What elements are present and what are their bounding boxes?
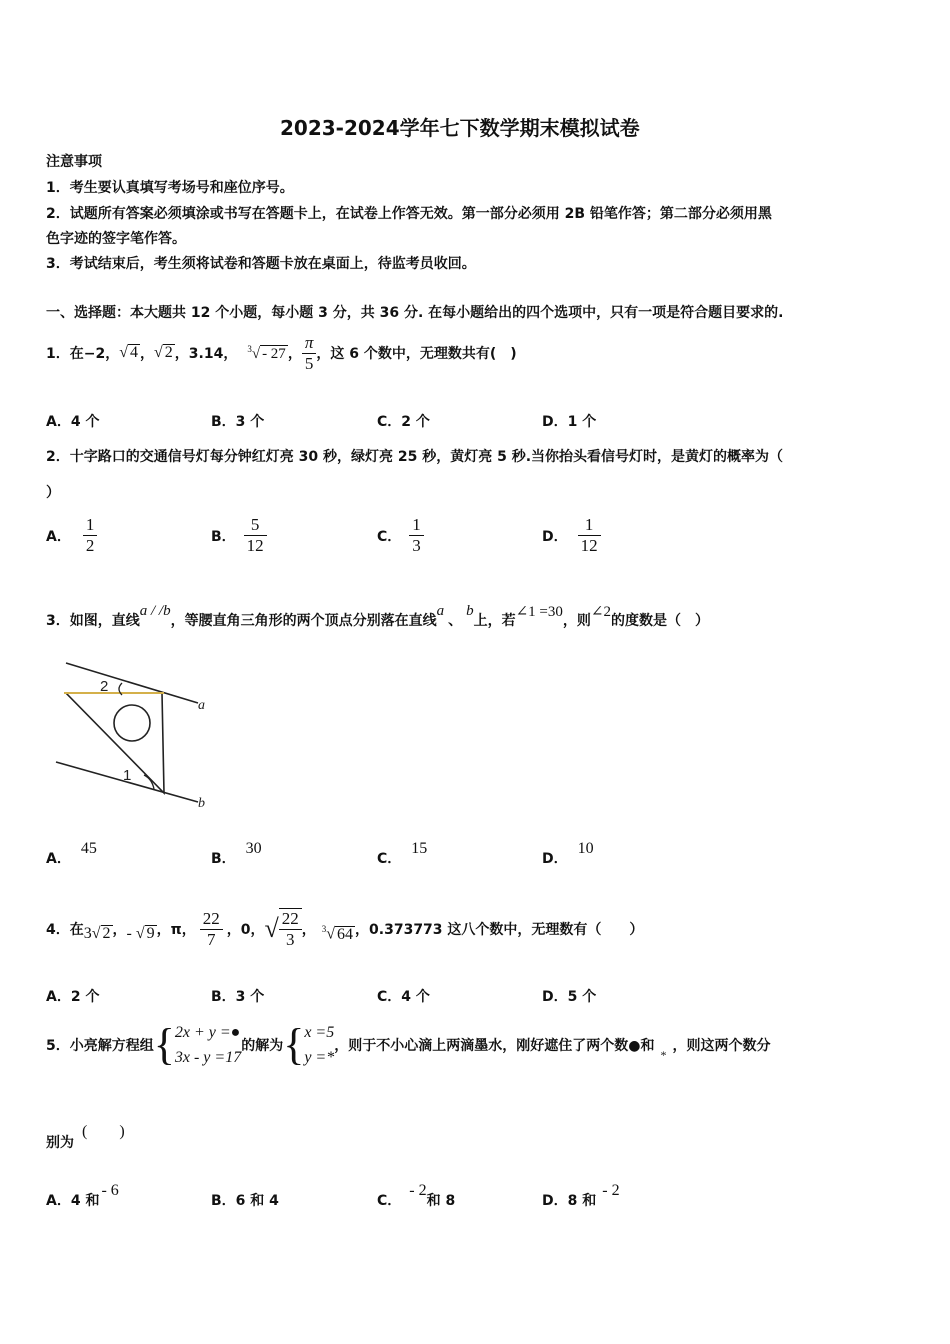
q3-option-a[interactable]: A．45 <box>46 840 97 867</box>
q1-sqrt2: √ 2 <box>154 344 173 361</box>
q5-option-d[interactable]: D．8 和- 2 <box>542 1182 620 1209</box>
q1-option-c[interactable]: C．2 个 <box>377 414 430 430</box>
q3-figure <box>50 655 220 815</box>
q4-option-b[interactable]: B．3 个 <box>211 989 265 1005</box>
q5-answer-paren: ( ) <box>82 1123 125 1140</box>
q4-term-2: - √ 9 <box>126 925 155 942</box>
q1-pi-over-5: $\frac{\pi}{5}$ <box>302 333 317 374</box>
notice-item-2: 2．试题所有答案必须填涂或书写在答题卡上，在试卷上作答无效。第一部分必须用 2B 铅笔作答；第二部分必须用黑 <box>46 206 772 222</box>
notice-item-3: 3．考试结束后，考生须将试卷和答题卡放在桌面上，待监考员收回。 <box>46 256 476 272</box>
q5-solution: x =5 y =* <box>304 1024 335 1066</box>
q1-prefix: 1．在−2， <box>46 346 120 362</box>
q3-option-c[interactable]: C．15 <box>377 840 428 867</box>
triangle-hole <box>114 705 150 741</box>
q1-mid: ，3.14， <box>174 346 238 362</box>
q4-option-d[interactable]: D．5 个 <box>542 989 597 1005</box>
q2-option-d[interactable]: D． $\frac{1}{12}$ <box>542 515 601 556</box>
q4-option-a[interactable]: A．2 个 <box>46 989 100 1005</box>
question-2-cont: ） <box>46 485 60 501</box>
notice-heading: 注意事项 <box>46 154 102 170</box>
q3-option-b[interactable]: B．30 <box>211 840 262 867</box>
q2-option-b[interactable]: B． $\frac{5}{12}$ <box>211 515 267 556</box>
page-title: 2023-2024学年七下数学期末模拟试卷 <box>280 116 640 140</box>
q1-option-b[interactable]: B．3 个 <box>211 414 265 430</box>
q4-cbrt: $^3$√ 64 <box>321 924 354 943</box>
question-5-cont: 别为 <box>46 1135 74 1151</box>
angle-2-label: 2 <box>100 678 109 695</box>
question-1: 1．在−2， √ 4 ， √ 2 ，3.14， $^3$√ - 27 ， $\frac{\pi}{5}$ ，这 6 个数中，无理数共有( ) <box>46 332 517 373</box>
line-b-label: b <box>198 796 205 811</box>
line-a <box>66 663 198 703</box>
q5-system: 2x + y =● 3x - y =17 <box>174 1024 242 1066</box>
q4-option-c[interactable]: C．4 个 <box>377 989 430 1005</box>
question-3: 3．如图，直线 a / /b ，等腰直角三角形的两个顶点分别落在直线 a 、 b 上，若 ∠1 =30 ，则 ∠2 的度数是（ ） <box>46 602 709 629</box>
q1-sqrt4: √ 4 <box>119 344 138 361</box>
line-a-label: a <box>198 698 205 713</box>
question-5: 5．小亮解方程组 { 2x + y =● 3x - y =17 的解为 { x =5 y =* ，则于不小心滴上两滴墨水，刚好遮住了两个数●和 * ，则这两个数分 <box>46 1020 771 1069</box>
q4-term-1: 3√ 2 <box>83 925 111 942</box>
q4-sqrt-fraction: √ <box>264 914 279 943</box>
q1-suffix: ，这 6 个数中，无理数共有( ) <box>316 346 517 362</box>
q3-option-d[interactable]: D．10 <box>542 840 594 867</box>
q1-option-d[interactable]: D．1 个 <box>542 414 597 430</box>
q5-option-b[interactable]: B．6 和 4 <box>211 1193 279 1209</box>
notice-item-1: 1．考生要认真填写考场号和座位序号。 <box>46 180 294 196</box>
q2-option-c[interactable]: C． $\frac{1}{3}$ <box>377 515 424 556</box>
q2-option-a[interactable]: A． $\frac{1}{2}$ <box>46 515 97 556</box>
notice-item-2-cont: 色字迹的签字笔作答。 <box>46 231 186 247</box>
q5-option-a[interactable]: A．4 和- 6 <box>46 1182 119 1209</box>
question-2: 2．十字路口的交通信号灯每分钟红灯亮 30 秒，绿灯亮 25 秒，黄灯亮 5 秒.当你抬头看信号灯时，是黄灯的概率为（ <box>46 449 784 465</box>
q1-option-a[interactable]: A．4 个 <box>46 414 100 430</box>
angle-1-label: 1 <box>123 767 132 784</box>
question-4: 4．在 3√ 2 ， - √ 9 ，π， $\frac{22}{7}$ ，0， √ $\frac{22}{3}$ ， $^3$√ 64 ，0.373773 这八个数中，无理数有（ ） <box>46 908 644 949</box>
section-heading: 一、选择题：本大题共 12 个小题，每小题 3 分，共 36 分. 在每小题给出的四个选项中，只有一项是符合题目要求的. <box>46 305 784 321</box>
q5-option-c[interactable]: C．- 2和 8 <box>377 1182 456 1209</box>
q1-cbrt: $^3$√ - 27 <box>247 343 286 362</box>
q4-fraction: $\frac{22}{7}$ <box>200 909 223 950</box>
